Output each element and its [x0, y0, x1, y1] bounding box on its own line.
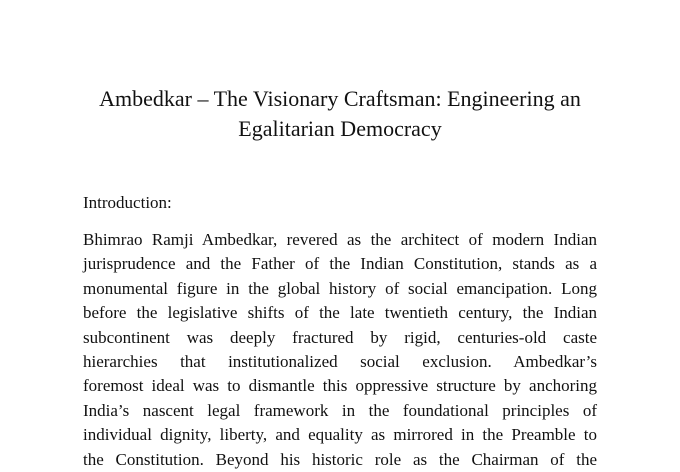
document-title — [60, 84, 620, 144]
body-line: hierarchies that institutionalized social exclusion. Ambedkar’s — [83, 352, 597, 372]
body-line: before the legislative shifts of the late twentieth century, the Indian — [83, 303, 597, 323]
body-line: Bhimrao Ramji Ambedkar, revered as the architect of modern Indian — [83, 230, 597, 249]
body-line: individual dignity, liberty, and equality as mirrored in the Preamble to — [83, 425, 597, 445]
body-line: India’s nascent legal framework in the foundational principles of — [83, 400, 597, 420]
body-line: subcontinent was deeply fractured by rigid, centuries-old caste — [83, 327, 597, 347]
body-line: jurisprudence and the Father of the Indian Constitution, stands as a — [83, 254, 597, 274]
body-line: foremost ideal was to dismantle this oppressive structure by anchoring — [83, 376, 597, 396]
body-line: the Constitution. Beyond his historic role as the Chairman of the — [83, 449, 597, 469]
title-line-1: Ambedkar – The Visionary Craftsman: Engineering an — [99, 86, 581, 111]
body-line: monumental figure in the global history of social emancipation. Long — [83, 278, 597, 298]
body-paragraph — [83, 228, 597, 472]
title-line-2: Egalitarian Democracy — [238, 116, 442, 141]
section-heading: Introduction: — [83, 193, 172, 212]
